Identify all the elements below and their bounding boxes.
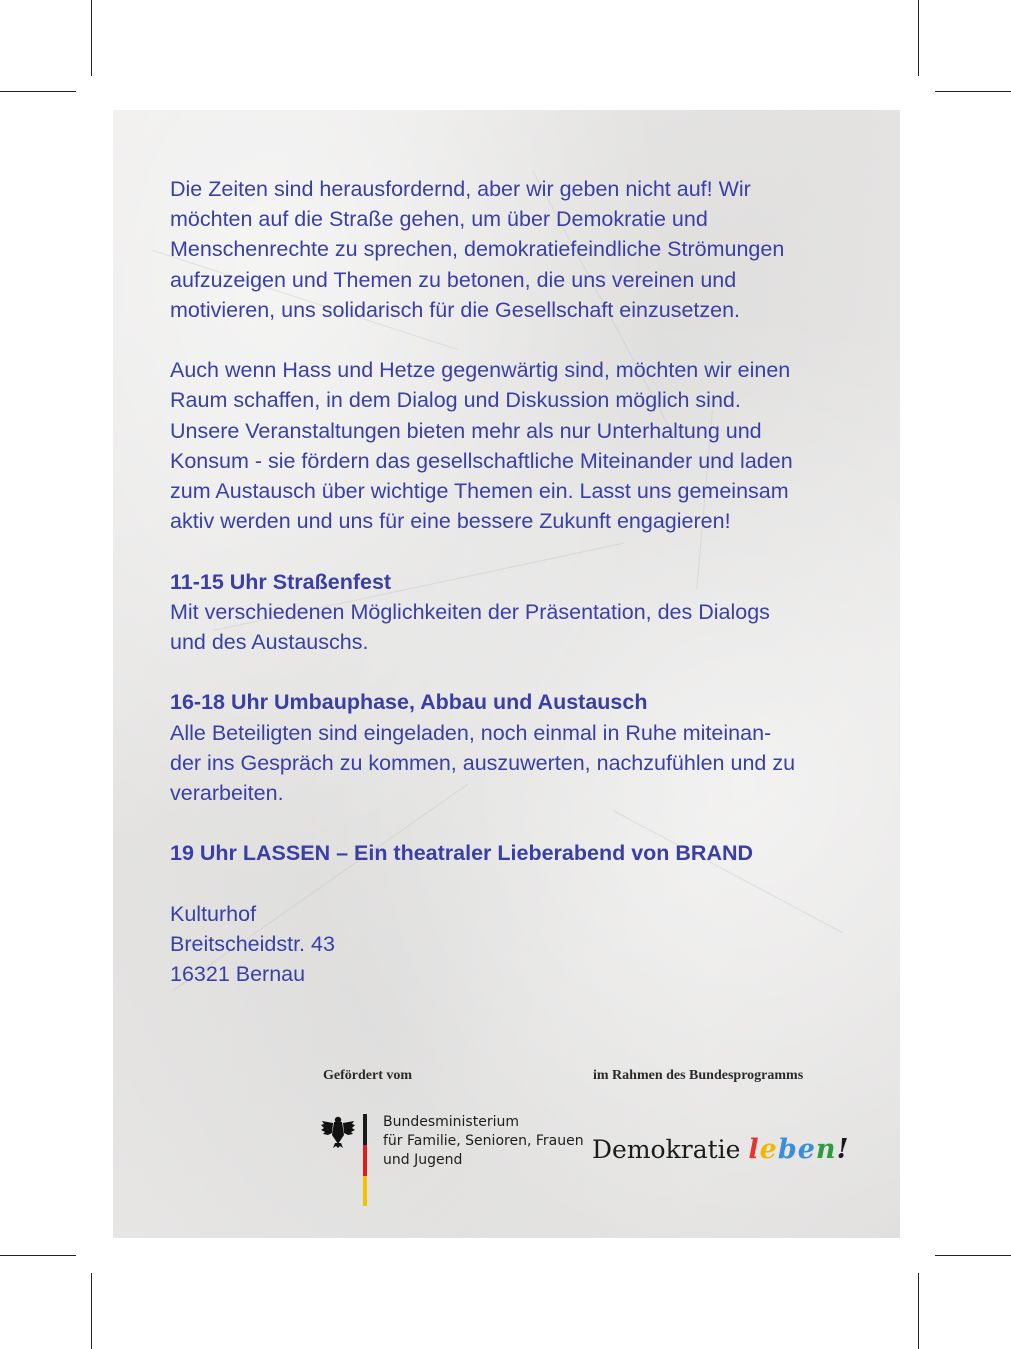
text-line: Mit verschiedenen Möglichkeiten der Präsentation, des Dialogs: [170, 599, 770, 624]
demokratie-leben-logo: [592, 1134, 849, 1165]
crop-mark-top-left-v: [91, 0, 92, 76]
address-line: Kulturhof: [170, 901, 257, 926]
crop-mark-bottom-right-v: [918, 1273, 919, 1349]
crop-mark-bottom-left-h: [0, 1255, 76, 1256]
ministry-name: [383, 1113, 584, 1170]
text-line: Auch wenn Hass und Hetze gegenwärtig sind, möchten wir einen: [170, 358, 791, 383]
program-heading: 11-15 Uhr Straßenfest: [170, 569, 392, 594]
federal-program-label: im Rahmen des Bundesprogramms: [593, 1068, 804, 1083]
text-line: Konsum - sie fördern das gesellschaftliche Miteinander und laden: [170, 448, 793, 473]
logo-word-leben: [748, 1134, 849, 1165]
ministry-line: und Jugend: [383, 1152, 463, 1168]
logo-word-demokratie: Demokratie: [592, 1135, 741, 1164]
text-line: Alle Beteiligten sind eingeladen, noch einmal in Ruhe miteinan-: [170, 720, 772, 745]
flyer-page: [113, 110, 900, 1238]
text-line: der ins Gespräch zu kommen, auszuwerten, nachzufühlen und zu: [170, 750, 796, 775]
text-line: und des Austauschs.: [170, 630, 369, 655]
logo-letter: b: [777, 1134, 798, 1165]
logo-letter: e: [759, 1134, 778, 1165]
logo-letter: e: [797, 1134, 816, 1165]
federal-eagle-icon: [320, 1113, 356, 1149]
funding-section: [113, 110, 900, 1238]
crop-mark-top-right-v: [918, 0, 919, 76]
text-line: möchten auf die Straße gehen, um über Demokratie und: [170, 207, 708, 232]
crop-mark-bottom-left-v: [91, 1273, 92, 1349]
text-line: Unsere Veranstaltungen bieten mehr als nur Unterhaltung und: [170, 418, 762, 443]
crop-mark-bottom-right-h: [935, 1255, 1011, 1256]
text-line: zum Austausch über wichtige Themen ein. Lasst uns gemeinsam: [170, 479, 789, 504]
address-line: 16321 Bernau: [170, 962, 306, 987]
program-heading: 16-18 Uhr Umbauphase, Abbau und Austausch: [170, 690, 648, 715]
logo-letter: l: [748, 1134, 760, 1165]
text-line: Menschenrechte zu sprechen, demokratiefeindliche Strömungen: [170, 237, 785, 262]
text-line: Die Zeiten sind herausfordernd, aber wir geben nicht auf! Wir: [170, 177, 751, 201]
text-line: aktiv werden und uns für eine bessere Zukunft engagieren!: [170, 509, 731, 534]
text-line: motivieren, uns solidarisch für die Gesellschaft einzusetzen.: [170, 297, 741, 322]
funded-by-label: Gefördert vom: [323, 1068, 413, 1083]
text-line: aufzuzeigen und Themen zu betonen, die uns vereinen und: [170, 267, 737, 292]
logo-letter: n: [815, 1134, 837, 1165]
ministry-line: Bundesministerium: [383, 1114, 519, 1130]
logo-letter: !: [836, 1134, 850, 1165]
crop-mark-top-left-h: [0, 91, 76, 92]
german-flag-bar: [363, 1114, 367, 1206]
text-line: Raum schaffen, in dem Dialog und Diskussion möglich sind.: [170, 388, 741, 413]
ministry-line: für Familie, Senioren, Frauen: [383, 1133, 584, 1149]
program-heading: 19 Uhr LASSEN – Ein theatraler Lieberabend von BRAND: [170, 841, 754, 866]
address-line: Breitscheidstr. 43: [170, 932, 335, 956]
text-line: verarbeiten.: [170, 781, 284, 806]
crop-mark-top-right-h: [935, 91, 1011, 92]
